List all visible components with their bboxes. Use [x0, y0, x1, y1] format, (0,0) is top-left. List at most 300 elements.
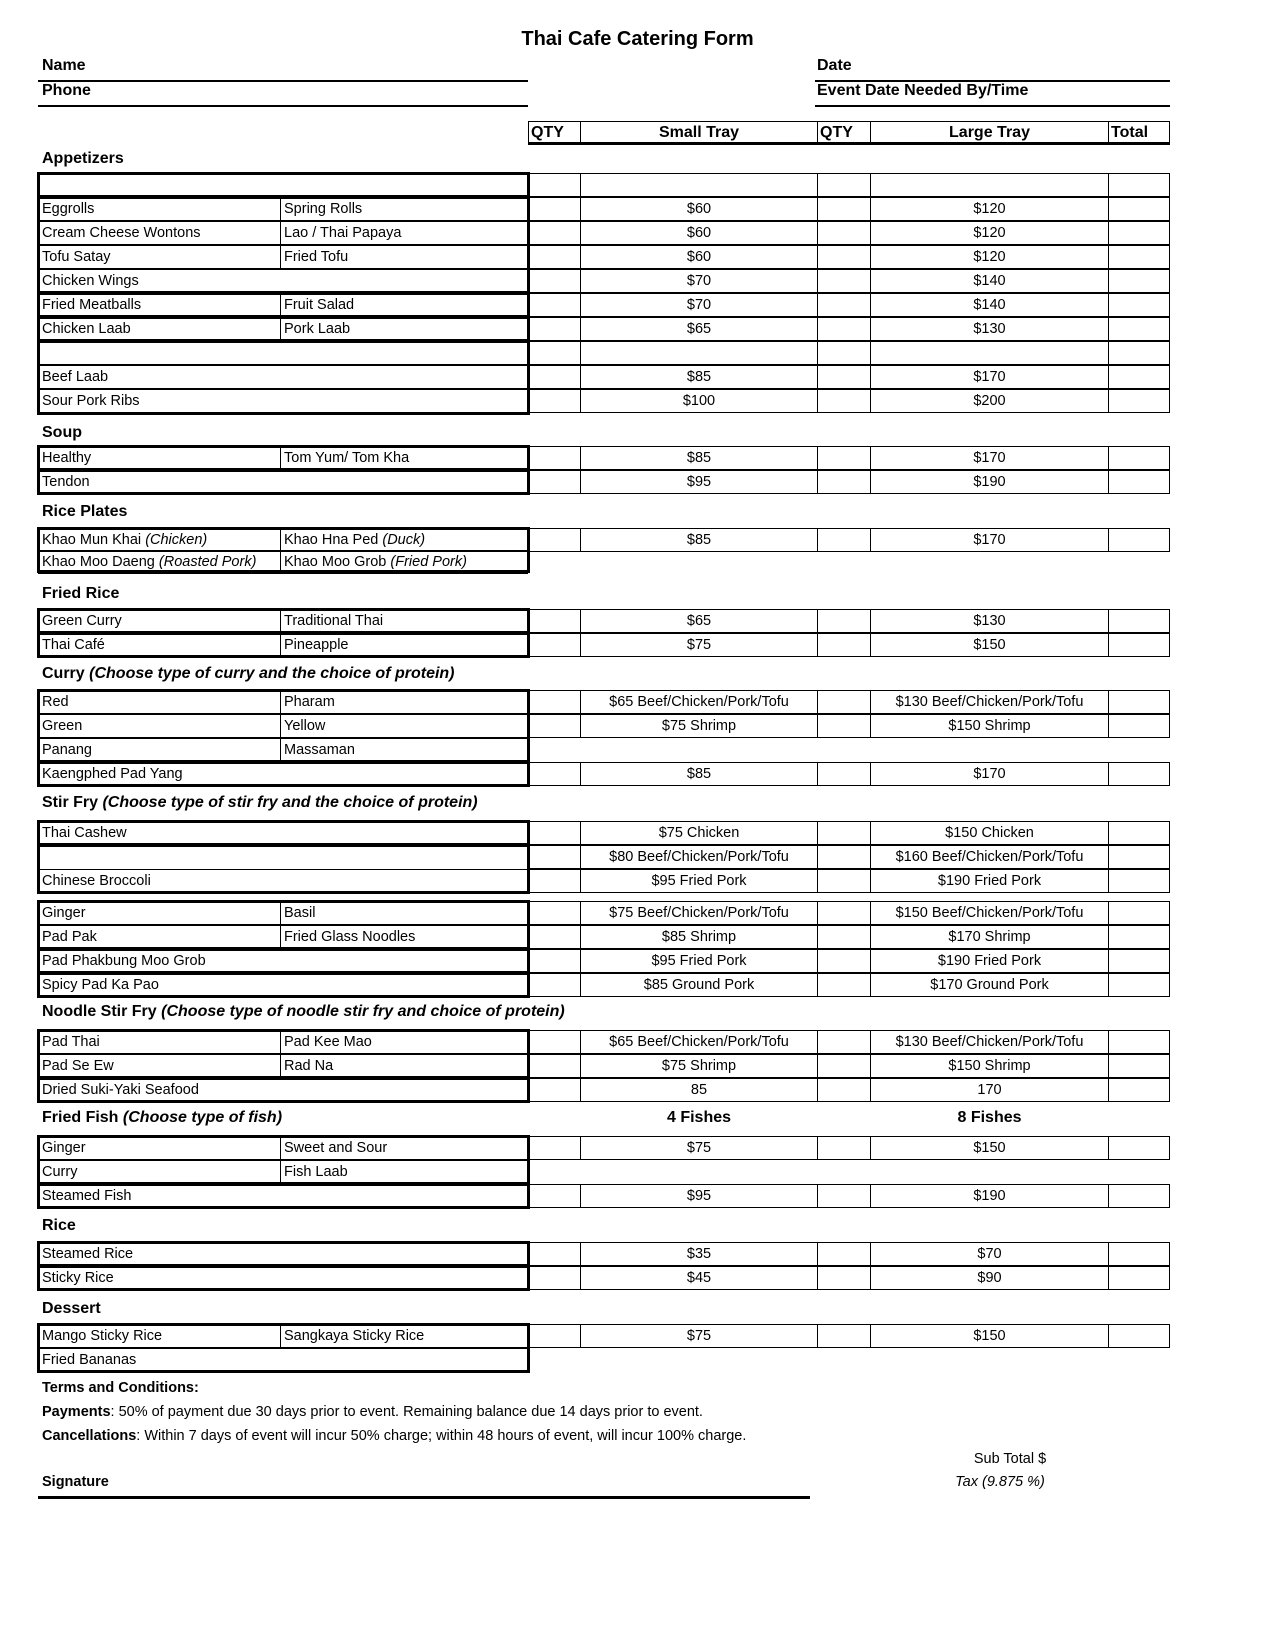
large-tray-price: $130 Beef/Chicken/Pork/Tofu: [870, 1030, 1109, 1054]
total-cell[interactable]: [1108, 389, 1170, 413]
menu-item: Beef Laab: [38, 365, 528, 389]
qty-small-input[interactable]: [528, 1266, 581, 1290]
qty-large-input[interactable]: [817, 714, 871, 738]
qty-large-input[interactable]: [817, 221, 871, 245]
qty-small-input[interactable]: [528, 446, 581, 470]
total-cell[interactable]: [1108, 633, 1170, 657]
page-title: Thai Cafe Catering Form: [521, 28, 754, 50]
item-name: Yellow: [284, 718, 326, 734]
qty-small-input[interactable]: [528, 949, 581, 973]
total-cell[interactable]: [1108, 1136, 1170, 1160]
item-name: Ginger: [42, 1140, 86, 1156]
section-title: Noodle Stir Fry: [42, 1003, 157, 1020]
menu-item: Sticky Rice: [38, 1266, 528, 1290]
total-cell[interactable]: [1108, 245, 1170, 269]
payments-text: : 50% of payment due 30 days prior to event. Remaining balance due 14 days prior to event.: [110, 1404, 703, 1420]
item-name: Fried Tofu: [284, 249, 349, 265]
item-name: Massaman: [284, 742, 355, 758]
total-cell[interactable]: [1108, 1078, 1170, 1102]
menu-item: [280, 633, 528, 657]
small-tray-price: $95 Fried Pork: [580, 869, 818, 893]
qty-small-input[interactable]: [528, 821, 581, 845]
large-tray-price: $170: [870, 528, 1109, 552]
large-tray-price: $190: [870, 1184, 1109, 1208]
qty-small-input[interactable]: [528, 1030, 581, 1054]
small-tray-price: $75: [580, 633, 818, 657]
item-name: Spring Rolls: [284, 201, 363, 217]
menu-item: Steamed Rice: [38, 1242, 528, 1266]
large-tray-price: $140: [870, 269, 1109, 293]
qty-large-input[interactable]: [817, 1136, 871, 1160]
large-tray-price: $70: [870, 1242, 1109, 1266]
menu-item: Spicy Pad Ka Pao: [38, 973, 528, 997]
large-tray-price: $130 Beef/Chicken/Pork/Tofu: [870, 690, 1109, 714]
small-tray-price: $65 Beef/Chicken/Pork/Tofu: [580, 690, 818, 714]
item-name: Red: [42, 694, 69, 710]
section-title: Stir Fry: [42, 794, 99, 811]
item-name: Pad Kee Mao: [284, 1034, 372, 1050]
total-cell[interactable]: [1108, 173, 1170, 197]
total-cell[interactable]: [1108, 925, 1170, 949]
menu-item: Chicken Wings: [38, 269, 528, 293]
date-label: Date: [817, 57, 852, 74]
qty-large-input[interactable]: [817, 365, 871, 389]
menu-item: [280, 1136, 528, 1160]
large-tray-price: $120: [870, 221, 1109, 245]
item-name: Khao Moo Grob: [284, 554, 387, 570]
small-tray-price: $85: [580, 528, 818, 552]
menu-item: [280, 446, 528, 470]
menu-item: [38, 738, 281, 762]
small-tray-price: $60: [580, 245, 818, 269]
large-tray-price: $120: [870, 197, 1109, 221]
item-name: Fruit Salad: [284, 297, 355, 313]
qty-large-input[interactable]: [817, 609, 871, 633]
menu-item: [38, 550, 281, 574]
item-name: Traditional Thai: [284, 613, 384, 629]
qty-small-input[interactable]: [528, 293, 581, 317]
total-cell[interactable]: [1108, 221, 1170, 245]
section-note: (Choose type of fish): [122, 1109, 283, 1126]
section-rice-heading: [42, 1217, 76, 1235]
qty-large-input[interactable]: [817, 245, 871, 269]
menu-item: [38, 317, 281, 341]
qty-large-input[interactable]: [817, 762, 871, 786]
total-cell[interactable]: [1108, 762, 1170, 786]
total-cell[interactable]: [1108, 341, 1170, 365]
menu-item: [38, 1160, 281, 1184]
large-tray-price: $170 Shrimp: [870, 925, 1109, 949]
large-tray-price: $140: [870, 293, 1109, 317]
item-note: (Fried Pork): [390, 554, 467, 570]
large-tray-price: $150: [870, 1324, 1109, 1348]
qty-small-input[interactable]: [528, 1324, 581, 1348]
qty-large-input[interactable]: [817, 869, 871, 893]
qty-large-input[interactable]: [817, 690, 871, 714]
menu-item: [38, 1324, 281, 1348]
qty-small-input[interactable]: [528, 269, 581, 293]
qty-small-input[interactable]: [528, 1136, 581, 1160]
section-note: (Choose type of noodle stir fry and choice of protein): [161, 1003, 565, 1020]
qty-large-input[interactable]: [817, 633, 871, 657]
menu-item: [280, 609, 528, 633]
large-tray-price: $160 Beef/Chicken/Pork/Tofu: [870, 845, 1109, 869]
tax-label: Tax (9.875 %): [955, 1474, 1045, 1490]
menu-item: [38, 633, 281, 657]
item-note: (Roasted Pork): [158, 554, 257, 570]
total-cell[interactable]: [1108, 714, 1170, 738]
menu-item: Chinese Broccoli: [38, 869, 528, 893]
qty-small-input[interactable]: [528, 633, 581, 657]
terms-payments: [42, 1404, 703, 1420]
fish-large-header: 8 Fishes: [957, 1109, 1022, 1126]
small-tray-price: $65: [580, 317, 818, 341]
qty-large-input[interactable]: [817, 925, 871, 949]
large-tray-price: [870, 341, 1109, 365]
item-name: Eggrolls: [42, 201, 95, 217]
small-tray-price: $75: [580, 1136, 818, 1160]
menu-item: [280, 293, 528, 317]
header-large-tray: Large Tray: [870, 121, 1109, 145]
section-curry-heading: [42, 665, 455, 683]
item-name: Khao Hna Ped: [284, 532, 379, 548]
total-cell[interactable]: [1108, 949, 1170, 973]
qty-small-input[interactable]: [528, 925, 581, 949]
item-name: Tofu Satay: [42, 249, 111, 265]
item-name: Healthy: [42, 450, 92, 466]
qty-large-input[interactable]: [817, 1266, 871, 1290]
item-name: Khao Moo Daeng: [42, 554, 155, 570]
qty-large-input[interactable]: [817, 389, 871, 413]
item-name: Curry: [42, 1164, 78, 1180]
menu-item: [38, 925, 281, 949]
large-tray-price: $200: [870, 389, 1109, 413]
large-tray-price: $150 Shrimp: [870, 714, 1109, 738]
qty-large-input[interactable]: [817, 821, 871, 845]
large-tray-price: $90: [870, 1266, 1109, 1290]
phone-field[interactable]: [38, 105, 528, 107]
small-tray-price: $60: [580, 197, 818, 221]
small-tray-price: $35: [580, 1242, 818, 1266]
qty-large-input[interactable]: [817, 341, 871, 365]
header-total: Total: [1108, 121, 1170, 145]
qty-small-input[interactable]: [528, 714, 581, 738]
small-tray-price: $70: [580, 293, 818, 317]
qty-small-input[interactable]: [528, 197, 581, 221]
qty-large-input[interactable]: [817, 1030, 871, 1054]
large-tray-price: $130: [870, 317, 1109, 341]
menu-item: [38, 341, 528, 365]
item-name: Pineapple: [284, 637, 349, 653]
qty-large-input[interactable]: [817, 901, 871, 925]
small-tray-price: $85: [580, 762, 818, 786]
qty-large-input[interactable]: [817, 845, 871, 869]
item-name: Tom Yum/ Tom Kha: [284, 450, 410, 466]
qty-large-input[interactable]: [817, 1184, 871, 1208]
signature-label: Signature: [42, 1474, 109, 1490]
terms-heading: Terms and Conditions:: [42, 1380, 199, 1396]
qty-small-input[interactable]: [528, 341, 581, 365]
small-tray-price: 85: [580, 1078, 818, 1102]
qty-small-input[interactable]: [528, 1184, 581, 1208]
total-cell[interactable]: [1108, 197, 1170, 221]
total-cell[interactable]: [1108, 1184, 1170, 1208]
total-cell[interactable]: [1108, 317, 1170, 341]
section-title: Curry: [42, 665, 85, 682]
section-title: Appetizers: [42, 150, 124, 167]
menu-item: [280, 317, 528, 341]
menu-item: [280, 221, 528, 245]
menu-item: Dried Suki-Yaki Seafood: [38, 1078, 528, 1102]
large-tray-price: $190 Fried Pork: [870, 869, 1109, 893]
qty-small-input[interactable]: [528, 1078, 581, 1102]
qty-small-input[interactable]: [528, 762, 581, 786]
menu-item: [38, 845, 528, 869]
qty-large-input[interactable]: [817, 528, 871, 552]
qty-small-input[interactable]: [528, 245, 581, 269]
small-tray-price: $95: [580, 1184, 818, 1208]
total-cell[interactable]: [1108, 1242, 1170, 1266]
terms-cancellations: [42, 1428, 746, 1444]
menu-item: [280, 738, 528, 762]
header-qty-small: QTY: [528, 121, 581, 145]
total-cell[interactable]: [1108, 293, 1170, 317]
small-tray-price: [580, 341, 818, 365]
menu-item: [38, 293, 281, 317]
qty-small-input[interactable]: [528, 901, 581, 925]
fish-small-header: 4 Fishes: [666, 1109, 732, 1126]
small-tray-price: $65 Beef/Chicken/Pork/Tofu: [580, 1030, 818, 1054]
qty-small-input[interactable]: [528, 1242, 581, 1266]
qty-large-input[interactable]: [817, 1054, 871, 1078]
item-name: Pharam: [284, 694, 335, 710]
menu-item: [38, 528, 281, 552]
small-tray-price: $75: [580, 1324, 818, 1348]
qty-small-input[interactable]: [528, 690, 581, 714]
small-tray-price: $95: [580, 470, 818, 494]
qty-large-input[interactable]: [817, 1078, 871, 1102]
item-note: (Chicken): [145, 532, 208, 548]
qty-small-input[interactable]: [528, 317, 581, 341]
cancellations-label: Cancellations: [42, 1428, 137, 1444]
total-cell[interactable]: [1108, 1054, 1170, 1078]
small-tray-price: $60: [580, 221, 818, 245]
qty-large-input[interactable]: [817, 293, 871, 317]
large-tray-price: $190: [870, 470, 1109, 494]
large-tray-price: $130: [870, 609, 1109, 633]
total-cell[interactable]: [1108, 973, 1170, 997]
large-tray-price: $150 Beef/Chicken/Pork/Tofu: [870, 901, 1109, 925]
large-tray-price: $150: [870, 1136, 1109, 1160]
name-field[interactable]: [38, 80, 528, 82]
menu-item: [38, 1136, 281, 1160]
qty-small-input[interactable]: [528, 845, 581, 869]
menu-item: Kaengphed Pad Yang: [38, 762, 528, 786]
qty-small-input[interactable]: [528, 1054, 581, 1078]
section-title: Rice: [42, 1217, 76, 1234]
qty-large-input[interactable]: [817, 1242, 871, 1266]
section-title: Fried Fish: [42, 1109, 119, 1126]
qty-small-input[interactable]: [528, 365, 581, 389]
qty-large-input[interactable]: [817, 949, 871, 973]
total-cell[interactable]: [1108, 1324, 1170, 1348]
event-date-label: Event Date Needed By/Time: [817, 82, 1029, 99]
total-cell[interactable]: [1108, 1266, 1170, 1290]
total-cell[interactable]: [1108, 365, 1170, 389]
item-name: Pad Thai: [42, 1034, 100, 1050]
section-fried-rice-heading: [42, 585, 119, 603]
item-name: Fish Laab: [284, 1164, 348, 1180]
section-title: Rice Plates: [42, 503, 128, 520]
large-tray-price: $170: [870, 365, 1109, 389]
section-noodle-stir-fry-heading: [42, 1003, 565, 1021]
total-cell[interactable]: [1108, 470, 1170, 494]
menu-item: [280, 1160, 528, 1184]
qty-large-input[interactable]: [817, 269, 871, 293]
qty-large-input[interactable]: [817, 1324, 871, 1348]
menu-item: [38, 690, 281, 714]
menu-item: [280, 1054, 528, 1078]
small-tray-price: $75 Beef/Chicken/Pork/Tofu: [580, 901, 818, 925]
menu-item: [38, 1054, 281, 1078]
menu-item: [280, 528, 528, 552]
event-date-field[interactable]: [815, 105, 1170, 107]
large-tray-price: $150 Shrimp: [870, 1054, 1109, 1078]
section-title: Fried Rice: [42, 585, 120, 602]
item-name: Pad Pak: [42, 929, 97, 945]
small-tray-price: $45: [580, 1266, 818, 1290]
total-cell[interactable]: [1108, 1030, 1170, 1054]
section-appetizers-heading: [42, 150, 124, 168]
small-tray-price: $85: [580, 446, 818, 470]
qty-large-input[interactable]: [817, 173, 871, 197]
menu-item: [280, 1030, 528, 1054]
total-cell[interactable]: [1108, 821, 1170, 845]
section-dessert-heading: [42, 1300, 101, 1318]
menu-item: [38, 446, 281, 470]
item-name: Chicken Laab: [42, 321, 131, 337]
section-note: (Choose type of stir fry and the choice of protein): [102, 794, 478, 811]
menu-item: [280, 925, 528, 949]
total-cell[interactable]: [1108, 845, 1170, 869]
section-note: (Choose type of curry and the choice of protein): [89, 665, 455, 682]
total-cell[interactable]: [1108, 690, 1170, 714]
large-tray-price: [870, 173, 1109, 197]
qty-small-input[interactable]: [528, 528, 581, 552]
large-tray-price: $170: [870, 446, 1109, 470]
menu-item: [38, 714, 281, 738]
item-name: Ginger: [42, 905, 86, 921]
large-tray-price: $170 Ground Pork: [870, 973, 1109, 997]
small-tray-price: $85: [580, 365, 818, 389]
qty-large-input[interactable]: [817, 446, 871, 470]
qty-small-input[interactable]: [528, 389, 581, 413]
menu-item: [280, 690, 528, 714]
qty-small-input[interactable]: [528, 973, 581, 997]
item-name: Panang: [42, 742, 92, 758]
item-name: Sangkaya Sticky Rice: [284, 1328, 425, 1344]
item-name: Pork Laab: [284, 321, 351, 337]
subtotal-label: Sub Total $: [973, 1451, 1047, 1467]
small-tray-price: $75 Chicken: [580, 821, 818, 845]
qty-small-input[interactable]: [528, 173, 581, 197]
total-cell[interactable]: [1108, 446, 1170, 470]
menu-item: [280, 901, 528, 925]
menu-item: [38, 221, 281, 245]
total-cell[interactable]: [1108, 901, 1170, 925]
small-tray-price: $70: [580, 269, 818, 293]
qty-large-input[interactable]: [817, 973, 871, 997]
menu-item: [280, 714, 528, 738]
section-soup-heading: [42, 424, 82, 442]
large-tray-price: $120: [870, 245, 1109, 269]
qty-small-input[interactable]: [528, 221, 581, 245]
header-qty-large: QTY: [817, 121, 871, 145]
name-label: Name: [42, 57, 86, 74]
item-name: Green: [42, 718, 83, 734]
small-tray-price: $100: [580, 389, 818, 413]
menu-item: [38, 609, 281, 633]
qty-large-input[interactable]: [817, 470, 871, 494]
menu-item: Fried Bananas: [38, 1348, 528, 1372]
menu-item: [280, 1324, 528, 1348]
item-note: (Duck): [382, 532, 426, 548]
menu-item: [38, 173, 528, 197]
menu-item: [280, 550, 528, 574]
item-name: Cream Cheese Wontons: [42, 225, 201, 241]
total-cell[interactable]: [1108, 528, 1170, 552]
menu-item: [38, 901, 281, 925]
phone-label: Phone: [42, 82, 91, 99]
section-fried-fish-heading: [42, 1109, 282, 1127]
qty-small-input[interactable]: [528, 470, 581, 494]
item-name: Rad Na: [284, 1058, 334, 1074]
large-tray-price: $170: [870, 762, 1109, 786]
total-cell[interactable]: [1108, 869, 1170, 893]
cancellations-text: : Within 7 days of event will incur 50% charge; within 48 hours of event, will incur 100% charge.: [136, 1428, 747, 1444]
item-name: Pad Se Ew: [42, 1058, 114, 1074]
small-tray-price: $85 Shrimp: [580, 925, 818, 949]
menu-item: Pad Phakbung Moo Grob: [38, 949, 528, 973]
menu-item: Thai Cashew: [38, 821, 528, 845]
large-tray-price: $190 Fried Pork: [870, 949, 1109, 973]
small-tray-price: $80 Beef/Chicken/Pork/Tofu: [580, 845, 818, 869]
small-tray-price: $65: [580, 609, 818, 633]
item-name: Fried Glass Noodles: [284, 929, 416, 945]
small-tray-price: $75 Shrimp: [580, 714, 818, 738]
total-cell[interactable]: [1108, 609, 1170, 633]
header-small-tray: Small Tray: [580, 121, 818, 145]
menu-item: [280, 245, 528, 269]
menu-item: [38, 197, 281, 221]
item-name: Lao / Thai Papaya: [284, 225, 402, 241]
qty-large-input[interactable]: [817, 317, 871, 341]
small-tray-price: [580, 173, 818, 197]
section-title: Dessert: [42, 1300, 101, 1317]
qty-small-input[interactable]: [528, 609, 581, 633]
total-cell[interactable]: [1108, 269, 1170, 293]
signature-line[interactable]: [38, 1496, 810, 1499]
qty-small-input[interactable]: [528, 869, 581, 893]
item-name: Khao Mun Khai: [42, 532, 142, 548]
menu-item: [280, 197, 528, 221]
large-tray-price: $150: [870, 633, 1109, 657]
qty-large-input[interactable]: [817, 197, 871, 221]
section-stir-fry-heading: [42, 794, 478, 812]
small-tray-price: $85 Ground Pork: [580, 973, 818, 997]
section-rice-plates-heading: [42, 503, 127, 521]
menu-item: [38, 1030, 281, 1054]
